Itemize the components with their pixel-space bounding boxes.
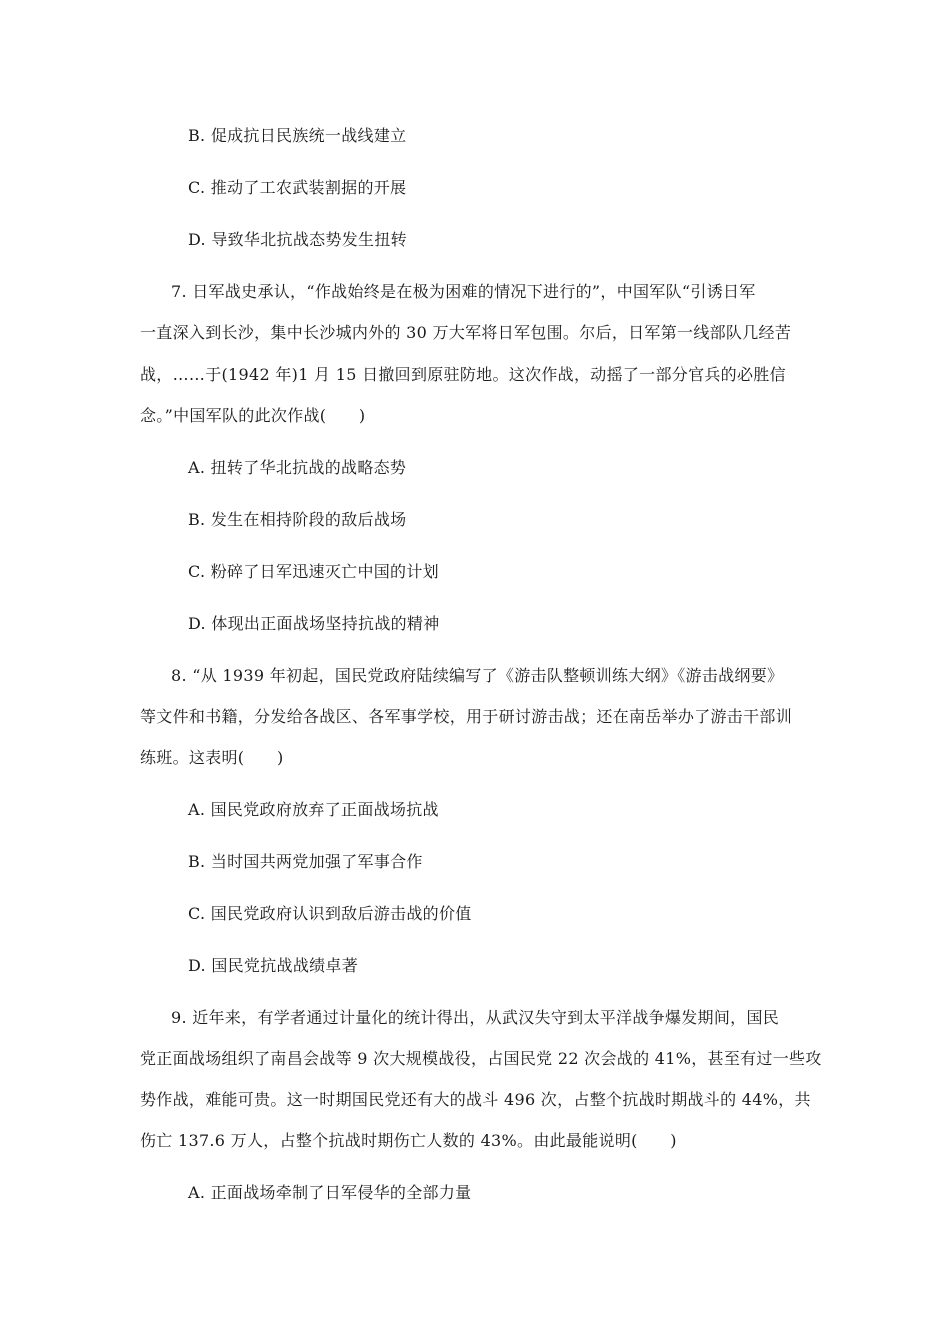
q8-option-c: C. 国民党政府认识到敌后游击战的价值: [188, 904, 472, 923]
q7-option-b: B. 发生在相持阶段的敌后战场: [188, 510, 407, 529]
q7-option-a: A. 扭转了华北抗战的战略态势: [188, 458, 407, 477]
q8-stem-line-1: 8. “从 1939 年初起，国民党政府陆续编写了《游击队整顿训练大纲》《游击战纲要》: [171, 666, 784, 685]
q9-stem-line-1: 9. 近年来，有学者通过计量化的统计得出，从武汉失守到太平洋战争爆发期间，国民: [171, 1008, 780, 1027]
q8-stem-line-3: 练班。这表明( ): [140, 748, 284, 767]
q8-option-a: A. 国民党政府放弃了正面战场抗战: [188, 800, 439, 819]
q9-option-a: A. 正面战场牵制了日军侵华的全部力量: [188, 1183, 472, 1202]
q8-stem-line-2: 等文件和书籍，分发给各战区、各军事学校，用于研讨游击战；还在南岳举办了游击干部训: [140, 707, 793, 726]
q7-stem-line-3: 战，……于(1942 年)1 月 15 日撤回到原驻防地。这次作战，动摇了一部分官兵的必胜信: [140, 365, 786, 384]
q9-stem-line-3: 势作战，难能可贵。这一时期国民党还有大的战斗 496 次，占整个抗战时期战斗的 44%，共: [140, 1090, 811, 1109]
q7-stem-line-2: 一直深入到长沙，集中长沙城内外的 30 万大军将日军包围。尔后，日军第一线部队几经苦: [140, 323, 792, 342]
q7-stem-line-1: 7. 日军战史承认，“作战始终是在极为困难的情况下进行的”，中国军队“引诱日军: [171, 282, 756, 301]
q7-option-c: C. 粉碎了日军迅速灭亡中国的计划: [188, 562, 439, 581]
q8-option-b: B. 当时国共两党加强了军事合作: [188, 852, 423, 871]
q6-option-c: C. 推动了工农武装割据的开展: [188, 178, 407, 197]
q6-option-b: B. 促成抗日民族统一战线建立: [188, 126, 407, 145]
q7-option-d: D. 体现出正面战场坚持抗战的精神: [188, 614, 440, 633]
q7-stem-line-4: 念。”中国军队的此次作战( ): [140, 406, 366, 425]
q8-option-d: D. 国民党抗战战绩卓著: [188, 956, 359, 975]
q6-option-d: D. 导致华北抗战态势发生扭转: [188, 230, 407, 249]
q9-stem-line-2: 党正面战场组织了南昌会战等 9 次大规模战役，占国民党 22 次会战的 41%，甚至有过一些攻: [140, 1049, 822, 1068]
q9-stem-line-4: 伤亡 137.6 万人，占整个抗战时期伤亡人数的 43%。由此最能说明( ): [140, 1131, 677, 1150]
